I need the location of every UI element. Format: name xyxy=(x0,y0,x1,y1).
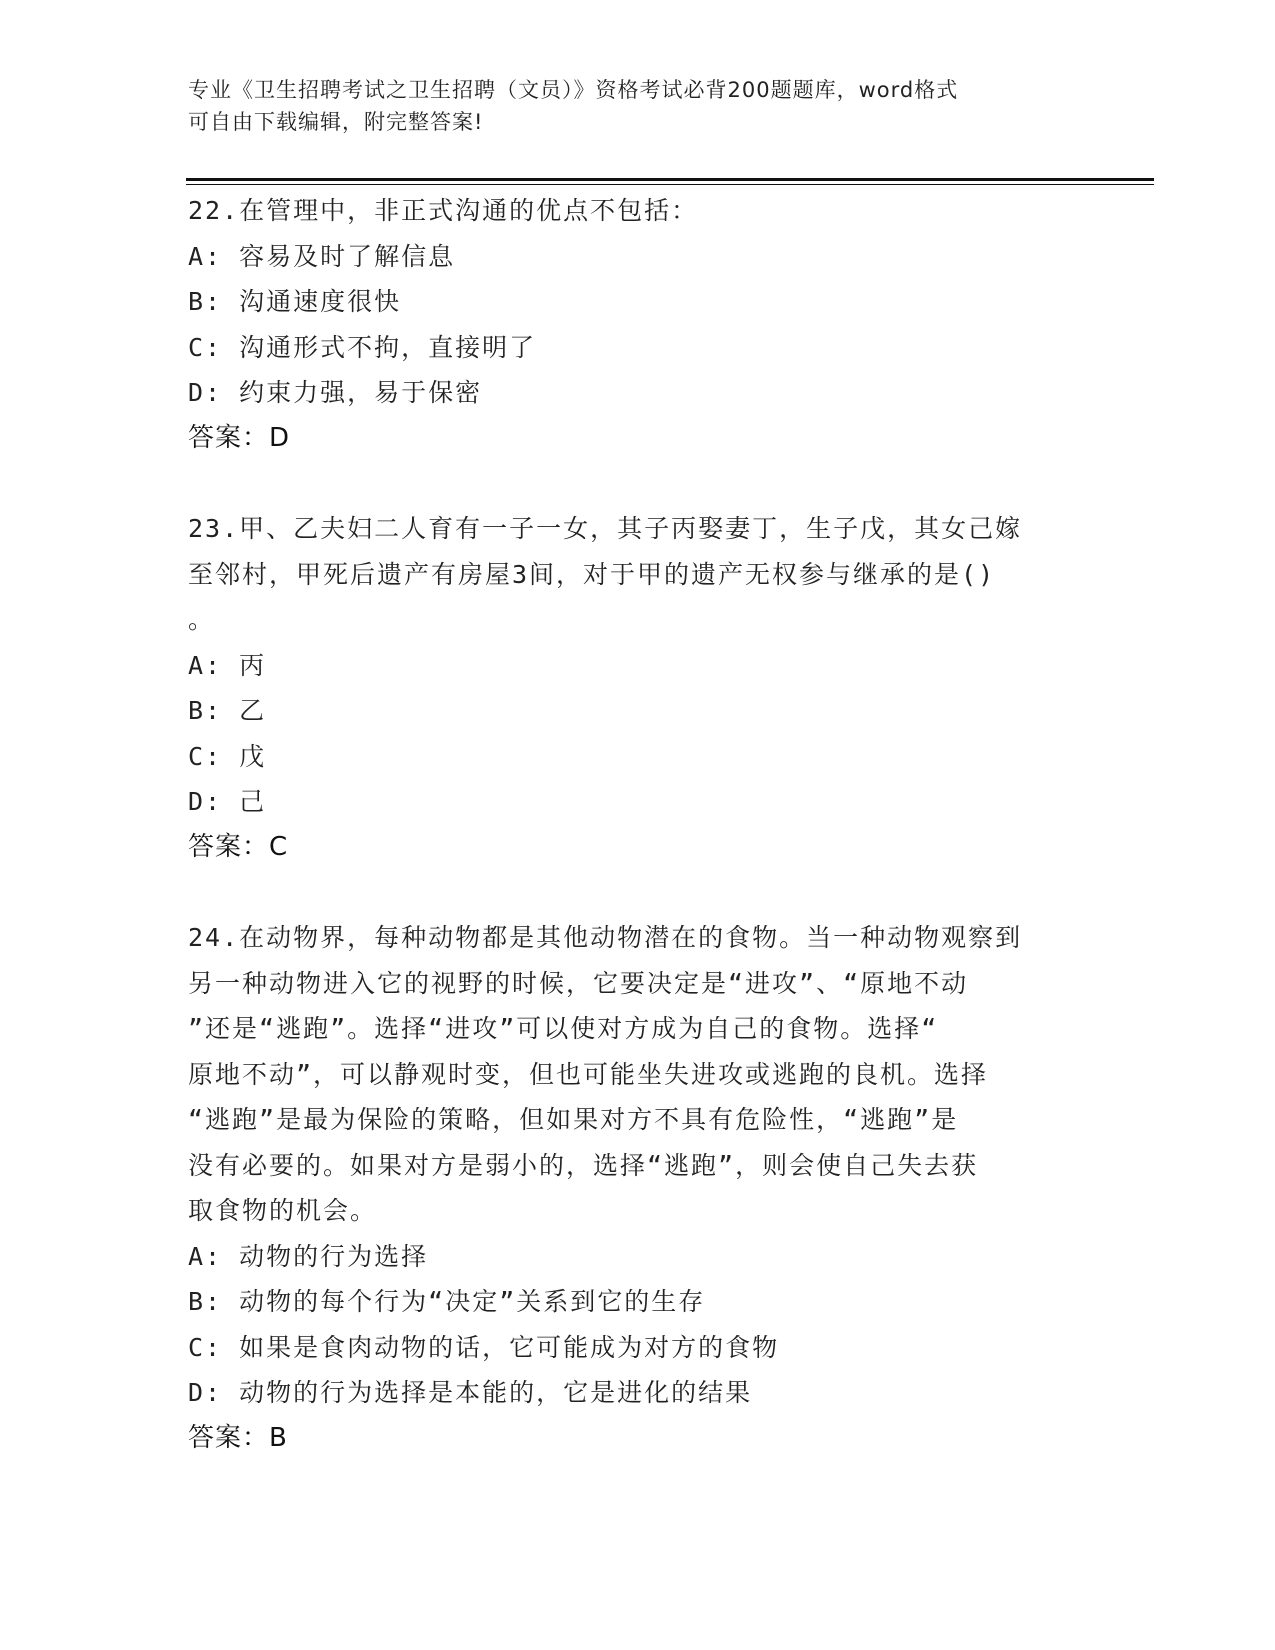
header-line-1: 专业《卫生招聘考试之卫生招聘（文员）》资格考试必背200题题库，word格式 xyxy=(188,78,959,102)
option-b: B: 动物的每个行为“决定”关系到它的生存 xyxy=(188,1287,706,1316)
question-23 xyxy=(188,506,1088,870)
option-c: C: 戊 xyxy=(188,741,267,771)
header-line-2: 可自由下载编辑，附完整答案! xyxy=(188,110,484,134)
question-24 xyxy=(188,915,1088,1461)
question-stem: 22.在管理中，非正式沟通的优点不包括： xyxy=(188,196,699,225)
option-d: D: 约束力强，易于保密 xyxy=(188,378,483,407)
header-divider-thick xyxy=(186,178,1154,181)
question-list xyxy=(188,188,1088,1506)
question-stem: 原地不动”，可以静观时变，但也可能坐失进攻或逃跑的良机。选择 xyxy=(188,1059,989,1089)
answer-line: 答案：C xyxy=(188,831,289,862)
question-stem: 。 xyxy=(188,605,216,634)
option-c: C: 沟通形式不拘，直接明了 xyxy=(188,332,537,362)
option-b: B: 乙 xyxy=(188,696,267,725)
question-22 xyxy=(188,188,1088,461)
header-divider-thin xyxy=(186,184,1154,185)
option-a: A: 动物的行为选择 xyxy=(188,1241,429,1271)
question-stem: ”还是“逃跑”。选择“进攻”可以使对方成为自己的食物。选择“ xyxy=(188,1014,939,1043)
question-stem: 24.在动物界，每种动物都是其他动物潜在的食物。当一种动物观察到 xyxy=(188,923,1023,952)
question-stem: 另一种动物进入它的视野的时候，它要决定是“进攻”、“原地不动 xyxy=(188,968,969,998)
option-a: A: 容易及时了解信息 xyxy=(188,241,456,271)
question-stem: 取食物的机会。 xyxy=(188,1196,378,1225)
option-b: B: 沟通速度很快 xyxy=(188,287,402,316)
answer-line: 答案：D xyxy=(188,422,291,453)
document-header xyxy=(188,74,1068,138)
option-d: D: 动物的行为选择是本能的，它是进化的结果 xyxy=(188,1378,753,1407)
question-stem: 至邻村，甲死后遗产有房屋3间，对于甲的遗产无权参与继承的是() xyxy=(188,559,996,589)
question-stem: 23.甲、乙夫妇二人育有一子一女，其子丙娶妻丁，生子戊，其女己嫁 xyxy=(188,514,1023,543)
answer-line: 答案：B xyxy=(188,1422,288,1453)
option-c: C: 如果是食肉动物的话，它可能成为对方的食物 xyxy=(188,1332,780,1362)
option-a: A: 丙 xyxy=(188,650,267,680)
option-d: D: 己 xyxy=(188,787,267,816)
question-stem: 没有必要的。如果对方是弱小的，选择“逃跑”，则会使自己失去获 xyxy=(188,1150,979,1180)
question-stem: “逃跑”是最为保险的策略，但如果对方不具有危险性，“逃跑”是 xyxy=(188,1105,959,1134)
